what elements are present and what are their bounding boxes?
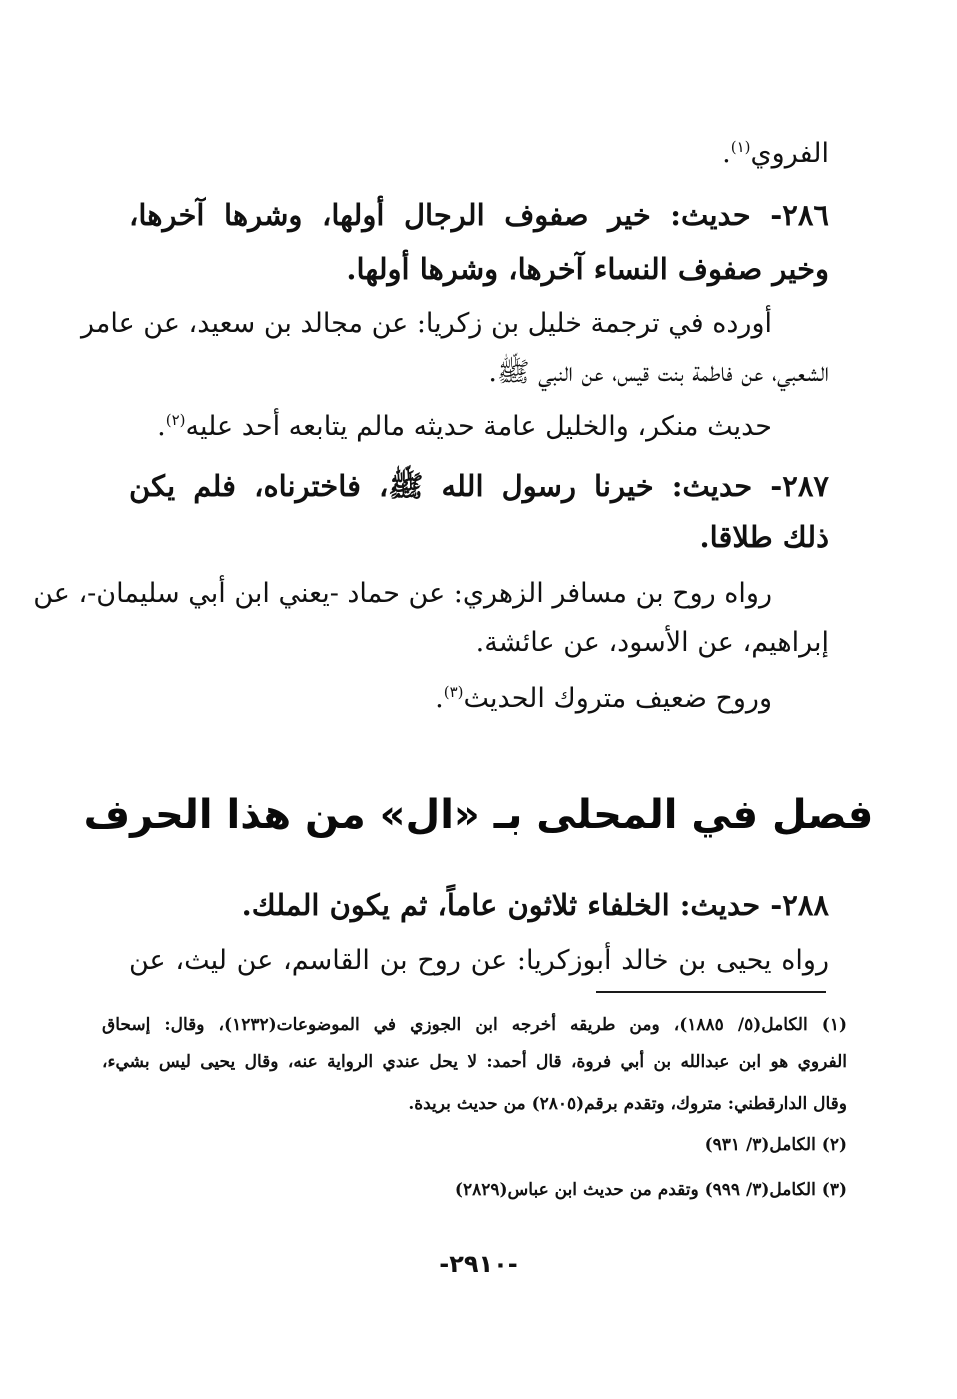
hadith-287-line-2: ذلك طلاقا. <box>699 520 829 554</box>
commentary-287-line-3-tail: . <box>435 683 444 714</box>
hadith-287-line-1: ٢٨٧- حديث: خيرنا رسول الله ﷺ، فاخترناه، فلم يكن <box>129 469 829 503</box>
section-title: فصل في المحلى بـ «ال» من هذا الحرف <box>83 792 874 838</box>
commentary-287-line-2: إبراهيم، عن الأسود، عن عائشة. <box>475 627 829 658</box>
page-number: -٢٩١٠- <box>439 1250 518 1278</box>
hadith-288: ٢٨٨- حديث: الخلفاء ثلاثون عاماً، ثم يكون الملك. <box>241 888 829 922</box>
commentary-286-line-3 <box>157 411 772 442</box>
commentary-286-line-3-tail: . <box>157 411 166 442</box>
commentary-286-line-1: أورده في ترجمة خليل بن زكريا: عن مجالد بن سعيد، عن عامر <box>81 308 772 339</box>
commentary-286-line-2: الشعبي، عن فاطمة بنت قيس، عن النبي ﷺ. <box>488 357 829 388</box>
hadith-286-line-2: وخير صفوف النساء آخرها، وشرها أولها. <box>346 252 829 286</box>
footnote-separator <box>596 991 826 993</box>
footnote-3: (٣) الكامل(٣/ ٩٩٩) وتقدم من حديث ابن عباس(٢٨٢٩) <box>454 1180 847 1200</box>
hadith-286-line-1: ٢٨٦- حديث: خير صفوف الرجال أولها، وشرها آخرها، <box>129 198 829 232</box>
footnote-2: (٢) الكامل(٣/ ٩٣١) <box>704 1135 847 1155</box>
commentary-287-line-3-text: وروح ضعيف متروك الحديث <box>463 683 772 714</box>
commentary-286-line-3-text: حديث منكر، والخليل عامة حديثه مالم يتابعه أحد عليه <box>185 411 772 442</box>
commentary-288: رواه يحيى بن خالد أبوزكريا: عن روح بن القاسم، عن ليث، عن <box>129 945 829 976</box>
footnote-1-line-1: (١) الكامل(٥/ ١٨٨٥)، ومن طريقه أخرجه ابن الجوزي في الموضوعات(١٢٣٢)، وقال: إسحاق <box>102 1015 847 1035</box>
footnote-1-line-2: الفروي هو ابن عبدالله بن أبي فروة، قال أحمد: لا يحل عندي الرواية عنه، وقال يحيى ليس بشيء، <box>102 1052 847 1072</box>
intro-line <box>722 138 829 169</box>
footnote-1-line-3: وقال الدارقطني: متروك، وتقدم برقم(٢٨٠٥) من حديث بريدة. <box>408 1094 847 1114</box>
intro-text: الفروي <box>750 138 829 169</box>
commentary-287-line-3 <box>435 683 772 714</box>
footnote-ref-3: (٣) <box>443 683 464 701</box>
footnote-ref-1: (١) <box>730 138 751 156</box>
footnote-ref-2: (٢) <box>165 411 186 429</box>
commentary-287-line-1: رواه روح بن مسافر الزهري: عن حماد -يعني ابن أبي سليمان-، عن <box>33 578 772 609</box>
intro-tail: . <box>722 138 731 169</box>
